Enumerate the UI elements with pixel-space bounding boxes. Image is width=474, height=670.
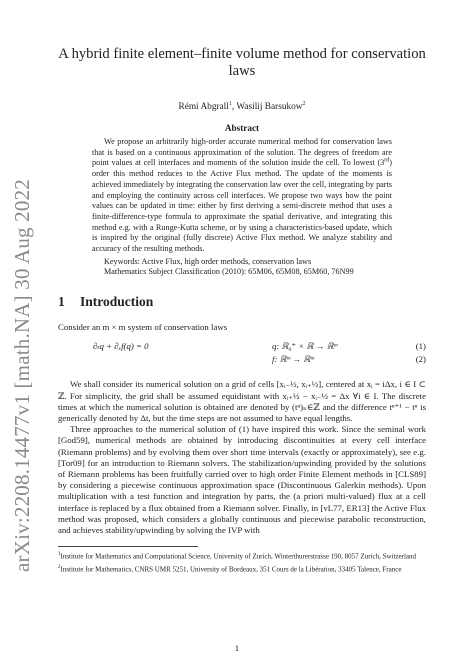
footnote-rule [58,546,198,547]
intro-paragraph: We shall consider its numerical solution on a grid of cells [xᵢ₋½, xᵢ₊½], centered at xᵢ = iΔx, i ∈ I ⊂ ℤ. For simplicity, the grid shall be assumed equidistant with xᵢ₊½ − xᵢ₋½ = Δx ∀i ∈ I. The discrete times at which the numerical solution is obtained are denoted by (tⁿ)ₙ∈ℤ and the difference tⁿ⁺¹ − tⁿ is generically denoted by Δt, but the time steps are not assumed to have equal lengths. [58,379,426,423]
author-name: Rémi Abgrall [178,102,229,112]
msc-classification: Mathematics Subject Classification (2010): 65M06, 65M08, 65M60, 76N99 [104,267,354,277]
intro-lead: Consider an m × m system of conservation laws [58,322,228,333]
footnote-1 [58,550,426,561]
equation-lhs: ∂ₜq + ∂ₓf(q) = 0 [93,341,149,352]
section-number: 1 [58,294,65,310]
abstract-text: ) order this method reduces to the Active Flux method. The update of the moments is achieved immediately by integrating the conservation law over the cell, integrating by parts and employing the continuity across cell interfaces. We propose two ways how the point values can be updated in time: either by first deriving a semi-discrete method that uses a finite-difference-type formula to approximate the spatial derivative, and integrating this method e.g. with a Runge-Kutta scheme, or by using a characteristics-based update, which is inspired by the original (fully discrete) Active Flux method. We analyze stability and accuracy of the resulting methods. [92,158,392,254]
footnote-mark: 1 [58,552,61,558]
equation-number: (2) [415,354,426,365]
footnote-text: Institute for Mathematics, CNRS UMR 5251, University of Bordeaux, 351 Cours de la Libération, 33405 Talence, France [60,564,402,573]
paper-title: A hybrid finite element–finite volume method for conservation laws [58,46,426,79]
page-number: 1 [234,643,240,653]
ordinal-suffix: rd [384,157,390,164]
equation-domain: q: ℝ₀⁺ × ℝ → ℝᵐ [272,341,338,352]
equation-number: (1) [415,341,426,352]
equation-block [58,341,426,367]
abstract-paragraph [92,137,392,255]
affiliation-mark: 2 [302,100,306,107]
affiliation-mark: 1 [228,100,232,107]
keywords: Keywords: Active Flux, high order methods, conservation laws [104,256,312,266]
abstract-text: We propose an arbitrarily high-order accurate numerical method for conservation laws that is based on a continuous approximation of the solution. The degrees of freedom are point values at cell interfaces and moments of the solution inside the cell. To lowest (3 [92,137,392,168]
abstract-body [92,137,392,255]
equation-1 [58,341,426,354]
footnote-mark: 2 [58,564,61,570]
footnote-text: Institute for Mathematics and Computational Science, University of Zurich, Winterthurerstrasse 190, 8057 Zurich, Switzerland [60,552,417,561]
intro-body [58,322,426,536]
equation-2 [58,354,426,367]
footnote-2 [58,563,426,574]
author-name: Wasilij Barsukow [236,102,303,112]
author-separator: , [231,102,237,112]
abstract-heading: Abstract [224,123,260,133]
section-title: Introduction [80,294,154,310]
arxiv-sidebar [7,150,37,600]
intro-paragraph: Three approaches to the numerical solution of (1) have inspired this work. Since the seminal work [God59], numerical methods are obtained by introducing discontinuities at every cell interface (Riemann problems) and by evolving them over short time intervals (exactly or approximately), see e.g. [Tor09] for an introduction to Riemann solvers. The stabilization/upwinding provided by the solutions of Riemann problems has been fruitfully carried over to high order Finite Element methods in [CLS89] by considering a piecewise continuous approximation space (Discontinuous Galerkin methods). Upon multiplication with a test function and integration by parts, the (a priori multi-valued) flux at a cell interface is replaced by a flux obtained from a Riemann solver. Finally, in [vL77, ER13] the Active Flux method was proposed, which considers a globally continuous and piecewise parabolic reconstruction, and achieves stability/upwinding by solving the IVP with [58,424,426,535]
section-heading [58,294,426,310]
page-content [58,46,426,575]
arxiv-identifier: arXiv:2208.14477v1 [math.NA] 30 Aug 2022 [9,178,34,572]
equation-domain: f: ℝᵐ → ℝᵐ [272,354,315,365]
author-line [58,102,426,112]
